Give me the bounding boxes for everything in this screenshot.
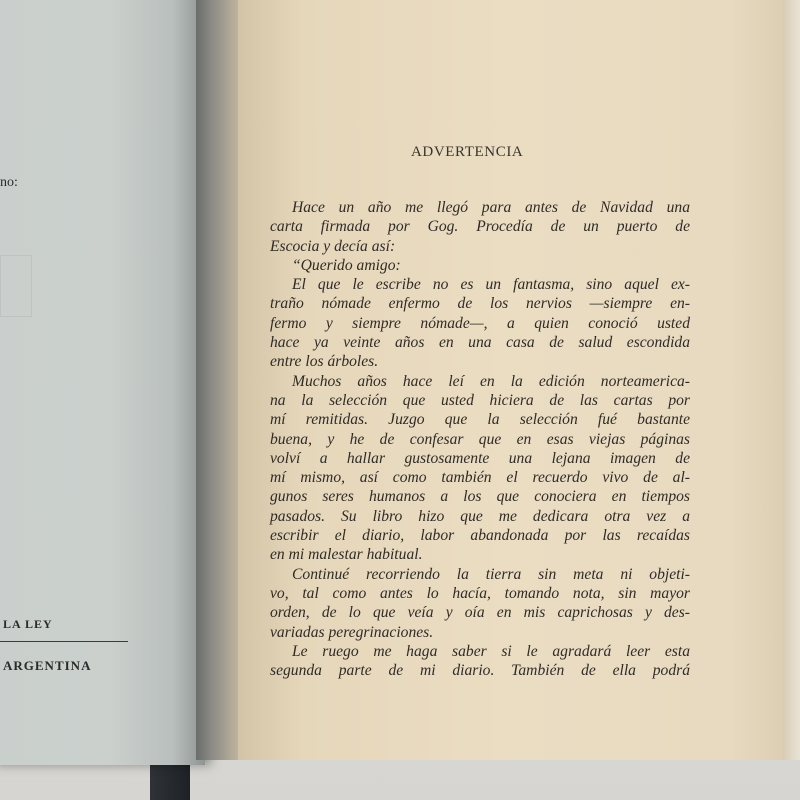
text-line: segunda parte de mi diario. También de ella podrá xyxy=(270,662,690,680)
text-line: gunos seres humanos a los que conociera en tiempos xyxy=(270,488,690,506)
faded-letter-mark xyxy=(0,255,32,317)
text-line: traño nómade enfermo de los nervios —siempre en- xyxy=(270,295,690,313)
text-line: en mi malestar habitual. xyxy=(270,546,423,564)
text-line: variadas peregrinaciones. xyxy=(270,623,434,641)
left-page-fragment: no: xyxy=(0,175,18,190)
text-line: Continué recorriendo la tierra sin meta ni objeti- xyxy=(292,565,690,583)
text-line: El que le escribe no es un fantasma, sino aquel ex- xyxy=(292,276,690,294)
text-line: na la selección que usted hiciera de las cartas por xyxy=(270,391,690,409)
text-line: orden, de lo que veía y oía en mis caprichosas y des- xyxy=(270,604,690,622)
text-line: Hace un año me llegó para antes de Navidad una xyxy=(292,199,690,216)
body-text xyxy=(270,198,690,680)
text-line: carta firmada por Gog. Procedía de un puerto de xyxy=(270,218,690,236)
text-line: buena, y he de confesar que en esas viejas páginas xyxy=(270,430,690,448)
text-line: pasados. Su libro hizo que me dedicara otra vez a xyxy=(270,507,690,525)
country-fragment: ARGENTINA xyxy=(3,658,92,673)
publisher-fragment: LA LEY xyxy=(3,617,53,631)
text-line: hace ya veinte años en una casa de salud escondida xyxy=(270,334,690,352)
text-line: volví a hallar gustosamente una lejana imagen de xyxy=(270,449,690,467)
text-line: entre los árboles. xyxy=(270,353,379,371)
page-edge xyxy=(782,0,800,760)
divider-rule xyxy=(0,641,128,642)
text-line: Muchos años hace leí en la edición norteamerica- xyxy=(292,372,690,390)
text-line: mí remitidas. Juzgo que la selección fué bastante xyxy=(270,411,690,429)
text-line: Le ruego me haga saber si le agradará leer esta xyxy=(292,642,690,660)
text-line: mí mismo, así como también el recuerdo vivo de al- xyxy=(270,469,690,487)
text-line: escribir el diario, labor abandonada por las recaídas xyxy=(270,527,690,545)
left-page xyxy=(0,0,205,765)
text-line: fermo y siempre nómade—, a quien conoció usted xyxy=(270,314,690,332)
page-title: ADVERTENCIA xyxy=(411,144,524,160)
text-line: “Querido amigo: xyxy=(292,256,401,274)
text-line: Escocia y decía así: xyxy=(270,237,396,255)
text-line: vo, tal como antes lo hacía, tomando nota, sin mayor xyxy=(270,584,690,602)
